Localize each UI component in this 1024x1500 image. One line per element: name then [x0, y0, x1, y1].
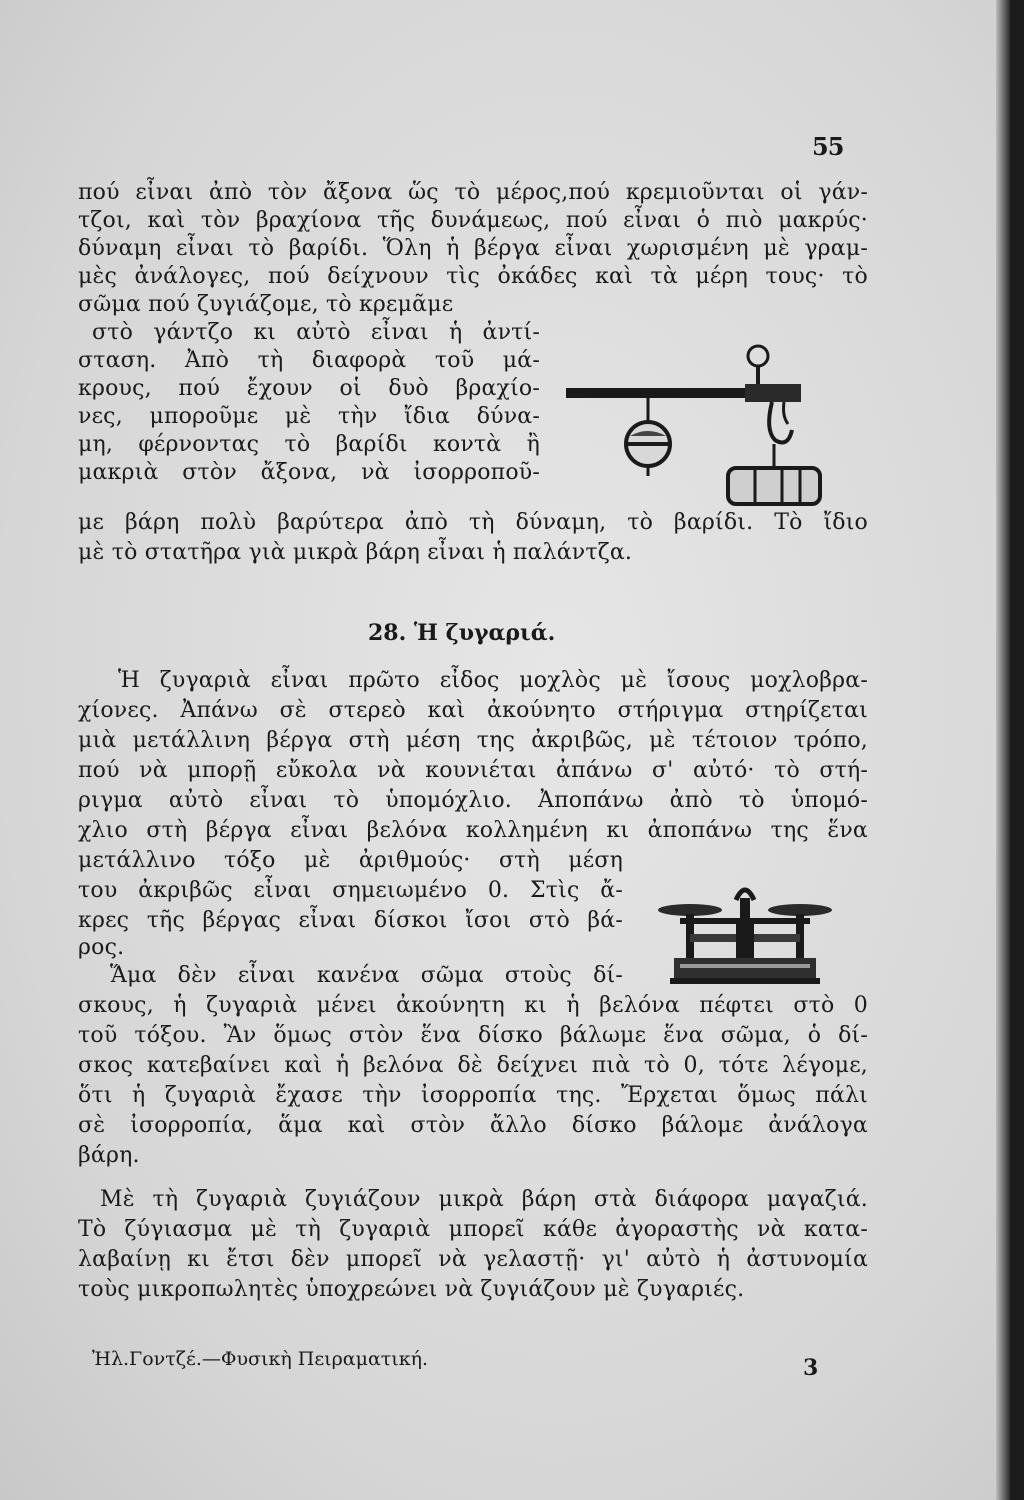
- text-line: σκους, ἡ ζυγαριὰ μένει ἀκούνητη κι ἡ βελόνα πέφτει στὸ 0: [78, 993, 868, 1018]
- text-line: ρος.: [78, 935, 125, 960]
- text-line: σκος κατεβαίνει καὶ ἡ βελόνα δὲ δείχνει πιὰ τὸ 0, τότε λέγομε,: [78, 1053, 868, 1078]
- text-line: κρες τῆς βέργας εἶναι δίσκοι ἴσοι στὸ βά-: [78, 908, 623, 933]
- text-line: τοὺς μικροπωλητὲς ὑποχρεώνει νὰ ζυγιάζουν μὲ ζυγαριές.: [78, 1277, 745, 1302]
- text-line: κρους, πού ἔχουν οἱ δυὸ βραχίο-: [78, 376, 540, 401]
- text-line: Τὸ ζύγιασμα μὲ τὴ ζυγαριὰ μπορεῖ κάθε ἀγοραστὴς νὰ κατα-: [78, 1217, 868, 1242]
- text-line: σταση. Ἀπὸ τὴ διαφορὰ τοῦ μά-: [78, 348, 540, 373]
- text-line: βάρη.: [78, 1143, 140, 1168]
- text-line: νες, μποροῦμε μὲ τὴν ἴδια δύνα-: [78, 404, 540, 429]
- text-line: μὲς ἀνάλογες, πού δείχνουν τὶς ὀκάδες καὶ τὰ μέρη τους· τὸ: [78, 264, 868, 289]
- text-line: λαβαίνῃ κι ἔτσι δὲν μπορεῖ νὰ γελαστῇ· γι' αὐτὸ ἡ ἀστυνομία: [78, 1247, 868, 1272]
- text-line: τοῦ τόξου. Ἂν ὅμως στὸν ἕνα δίσκο βάλωμε ἕνα σῶμα, ὁ δί-: [78, 1023, 868, 1048]
- text-line: με βάρη πολὺ βαρύτερα ἀπὸ τὴ δύναμη, τὸ βαρίδι. Τὸ ἴδιο: [78, 510, 868, 535]
- footer-sheet-number: 3: [803, 1355, 819, 1381]
- text-line: Ἡ ζυγαριὰ εἶναι πρῶτο εἶδος μοχλὸς μὲ ἴσους μοχλοβρα-: [118, 668, 868, 693]
- text-line: δύναμη εἶναι τὸ βαρίδι. Ὅλη ἡ βέργα εἶναι χωρισμένη μὲ γραμ-: [78, 236, 868, 261]
- text-line: πού νὰ μπορῇ εὔκολα νὰ κουνιέται ἀπάνω σ' αὐτό· τὸ στή-: [78, 758, 868, 783]
- text-line: σῶμα πού ζυγιάζομε, τὸ κρεμᾶμε: [78, 292, 454, 317]
- page-number: 55: [812, 132, 844, 161]
- text-line: χλιο στὴ βέργα εἶναι βελόνα κολλημένη κι ἀποπάνω της ἕνα: [78, 818, 868, 843]
- text-line: μη, φέρνοντας τὸ βαρίδι κοντὰ ἢ: [78, 432, 540, 457]
- text-line: μετάλλινο τόξο μὲ ἀριθμούς· στὴ μέση: [78, 848, 623, 873]
- text-line: σὲ ἰσορροπία, ἅμα καὶ στὸν ἄλλο δίσκο βάλομε ἀνάλογα: [78, 1113, 868, 1138]
- text-line: του ἀκριβῶς εἶναι σημειωμένο 0. Στὶς ἄ-: [78, 878, 623, 903]
- text-line: μὲ τὸ στατῆρα γιὰ μικρὰ βάρη εἶναι ἡ παλάντζα.: [78, 540, 633, 565]
- text-line: στὸ γάντζο κι αὐτὸ εἶναι ἡ ἀντί-: [92, 320, 540, 345]
- steelyard-illustration: [560, 340, 830, 510]
- text-line: Μὲ τὴ ζυγαριὰ ζυγιάζουν μικρὰ βάρη στὰ διάφορα μαγαζιά.: [100, 1187, 868, 1212]
- balance-scale-illustration: [650, 878, 840, 988]
- text-line: ὅτι ἡ ζυγαριὰ ἔχασε τὴν ἰσορροπία της. Ἔρχεται ὅμως πάλι: [78, 1083, 868, 1108]
- text-line: ριγμα αὐτὸ εἶναι τὸ ὑπομόχλιο. Ἀποπάνω ἀπὸ τὸ ὑπομό-: [78, 788, 868, 813]
- text-line: μιὰ μετάλλινη βέργα στὴ μέση της ἀκριβῶς, μὲ τέτοιον τρόπο,: [78, 728, 868, 753]
- text-line: τζοι, καὶ τὸν βραχίονα τῆς δυνάμεως, πού εἶναι ὁ πιὸ μακρύς·: [78, 208, 868, 233]
- footer-book-signature: Ἠλ.Γοντζέ.—Φυσικὴ Πειραματική.: [92, 1348, 429, 1370]
- page-edge-shadow: [996, 0, 1010, 1500]
- text-line: πού εἶναι ἀπὸ τὸν ἄξονα ὥς τὸ μέρος,πού κρεμιοῦνται οἱ γάν-: [78, 180, 868, 205]
- text-line: μακριὰ στὸν ἄξονα, νὰ ἰσορροποῦ-: [78, 460, 540, 485]
- text-line: Ἅμα δὲν εἶναι κανένα σῶμα στοὺς δί-: [110, 963, 623, 988]
- section-title: 28. Ἡ ζυγαριά.: [368, 620, 556, 646]
- text-line: χίονες. Ἀπάνω σὲ στερεὸ καὶ ἀκούνητο στήριγμα στηρίζεται: [78, 698, 868, 723]
